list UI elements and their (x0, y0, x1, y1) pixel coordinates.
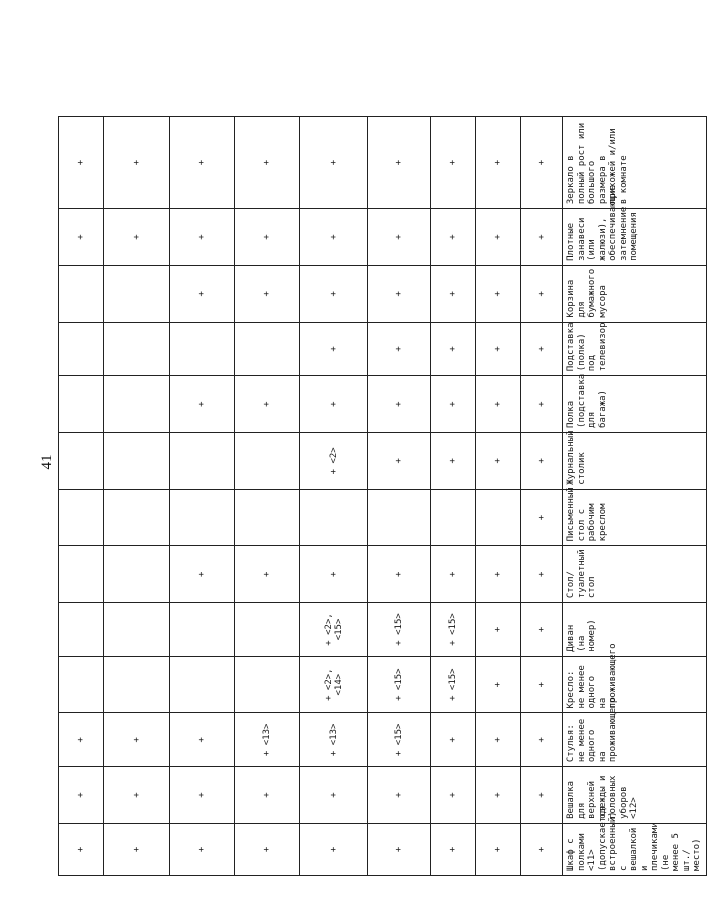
table-cell: + (476, 656, 521, 713)
table-cell: + (235, 546, 300, 603)
label-row (563, 117, 707, 876)
table-cell: + (59, 767, 104, 824)
table-cell: + <15> (368, 603, 431, 657)
table-cell (235, 603, 300, 657)
table-cell (476, 489, 521, 546)
table-cell: + (476, 117, 521, 209)
table-row (59, 117, 104, 876)
table-cell (59, 656, 104, 713)
table-cell (170, 656, 235, 713)
row-label: Журнальный столик (563, 432, 707, 489)
table-cell: + (431, 823, 476, 875)
table-cell: + <15> (368, 656, 431, 713)
row-label: Стол/туалетный стол (563, 546, 707, 603)
table-cell: + (521, 209, 563, 266)
table-cell: + (431, 376, 476, 433)
table-cell: + (521, 823, 563, 875)
table-cell: + (300, 322, 368, 376)
table-row (170, 117, 235, 876)
row-label: Полка (подставка для багажа) (563, 376, 707, 433)
row-label: Корзина для бумажного мусора (563, 265, 707, 322)
table-cell: + (300, 209, 368, 266)
table-cell: + (235, 117, 300, 209)
table-cell: + (368, 322, 431, 376)
table-cell: + (300, 823, 368, 875)
table-cell (104, 265, 170, 322)
table-cell: + (368, 376, 431, 433)
row-label: Зеркало в полный рост или большого размера в прихожей и/или в комнате (563, 117, 707, 209)
table-cell: + (300, 265, 368, 322)
table-cell: + (521, 713, 563, 767)
row-label: Шкаф с полками <11> (допускается встроенный) с вешалкой и плечиками (не менее 5 шт./место) (563, 823, 707, 875)
table-cell: + (170, 823, 235, 875)
table-cell: + (521, 603, 563, 657)
table-cell (59, 322, 104, 376)
row-label: Диван (на номер) (563, 603, 707, 657)
table-cell: + (476, 546, 521, 603)
table-cell: + (521, 265, 563, 322)
table-cell: + (521, 432, 563, 489)
table-cell: + (59, 713, 104, 767)
table-cell: + (476, 432, 521, 489)
table-cell: + (476, 823, 521, 875)
table-cell: + (170, 117, 235, 209)
table-cell: + (521, 376, 563, 433)
table-cell: + (235, 767, 300, 824)
table-cell: + <2>, <14> (300, 656, 368, 713)
table-row (104, 117, 170, 876)
table-cell: + (59, 209, 104, 266)
table-cell (235, 656, 300, 713)
table-cell: + (476, 603, 521, 657)
table-cell: + (170, 713, 235, 767)
table-cell: + (170, 767, 235, 824)
table-cell: + (368, 767, 431, 824)
table-container (58, 116, 702, 876)
table-cell: + (431, 432, 476, 489)
table-cell: + <15> (431, 656, 476, 713)
table-cell: + (170, 209, 235, 266)
table-cell (104, 546, 170, 603)
table-cell: + (300, 546, 368, 603)
table-cell: + <13> (235, 713, 300, 767)
table-cell: + (368, 432, 431, 489)
rotated-table (58, 116, 702, 876)
row-label: Стулья: не менее одного на проживающего (563, 713, 707, 767)
table-cell: + (170, 376, 235, 433)
equipment-table (58, 116, 707, 876)
table-cell: + (300, 767, 368, 824)
table-row (368, 117, 431, 876)
row-label: Плотные занавеси (или жалюзи), обеспечивающие затемнение помещения (563, 209, 707, 266)
table-cell: + (59, 823, 104, 875)
table-cell: + <2>, <15> (300, 603, 368, 657)
table-row (431, 117, 476, 876)
table-cell (431, 489, 476, 546)
table-cell: + <15> (431, 603, 476, 657)
table-cell (104, 322, 170, 376)
table-cell: + (104, 713, 170, 767)
table-cell: + (476, 322, 521, 376)
table-cell (59, 489, 104, 546)
table-cell (170, 322, 235, 376)
table-cell: + (431, 767, 476, 824)
table-body (59, 117, 707, 876)
table-cell: + (476, 376, 521, 433)
table-row (300, 117, 368, 876)
row-label: Подставка (полка) под телевизор (563, 322, 707, 376)
table-cell (59, 603, 104, 657)
table-cell: + (521, 656, 563, 713)
row-label: Кресло: не менее одного на проживающего (563, 656, 707, 713)
table-cell (235, 322, 300, 376)
table-row (476, 117, 521, 876)
table-cell (170, 603, 235, 657)
table-cell: + (476, 265, 521, 322)
table-cell: + <15> (368, 713, 431, 767)
table-cell (104, 432, 170, 489)
table-cell: + (368, 823, 431, 875)
row-label: Письменный стол с рабочим креслом (563, 489, 707, 546)
table-cell: + (476, 209, 521, 266)
table-cell: + (235, 823, 300, 875)
table-cell (170, 489, 235, 546)
table-cell: + (235, 376, 300, 433)
page-number: 41 (38, 454, 55, 470)
table-cell: + (59, 117, 104, 209)
table-cell: + (431, 209, 476, 266)
table-cell: + (104, 767, 170, 824)
table-cell (59, 432, 104, 489)
row-label: Вешалка для верхней одежды и головных уборов <12> (563, 767, 707, 824)
table-cell (59, 376, 104, 433)
table-cell: + (170, 546, 235, 603)
table-cell (300, 489, 368, 546)
table-cell: + (368, 117, 431, 209)
table-cell: + (104, 117, 170, 209)
table-cell (59, 546, 104, 603)
table-cell (235, 489, 300, 546)
table-cell: + (300, 376, 368, 433)
table-cell (170, 432, 235, 489)
table-cell (104, 603, 170, 657)
table-cell: + (521, 322, 563, 376)
table-row (521, 117, 563, 876)
table-cell (368, 489, 431, 546)
table-cell: + (431, 713, 476, 767)
table-cell (235, 432, 300, 489)
table-cell (104, 656, 170, 713)
table-cell: + (521, 767, 563, 824)
table-cell: + (368, 209, 431, 266)
table-cell: + (521, 117, 563, 209)
table-cell: + (431, 546, 476, 603)
table-cell: + (235, 265, 300, 322)
table-cell: + (170, 265, 235, 322)
table-cell: + (476, 767, 521, 824)
table-row (235, 117, 300, 876)
table-cell (104, 376, 170, 433)
table-cell: + <13> (300, 713, 368, 767)
table-cell: + (235, 209, 300, 266)
table-cell: + (368, 546, 431, 603)
table-cell: + (300, 117, 368, 209)
table-cell (59, 265, 104, 322)
table-cell: + (104, 823, 170, 875)
table-cell: + (431, 265, 476, 322)
table-cell: + <2> (300, 432, 368, 489)
table-cell: + (521, 546, 563, 603)
table-cell: + (476, 713, 521, 767)
table-cell: + (368, 265, 431, 322)
table-cell: + (431, 322, 476, 376)
table-cell: + (521, 489, 563, 546)
table-cell: + (431, 117, 476, 209)
table-cell (104, 489, 170, 546)
table-cell: + (104, 209, 170, 266)
